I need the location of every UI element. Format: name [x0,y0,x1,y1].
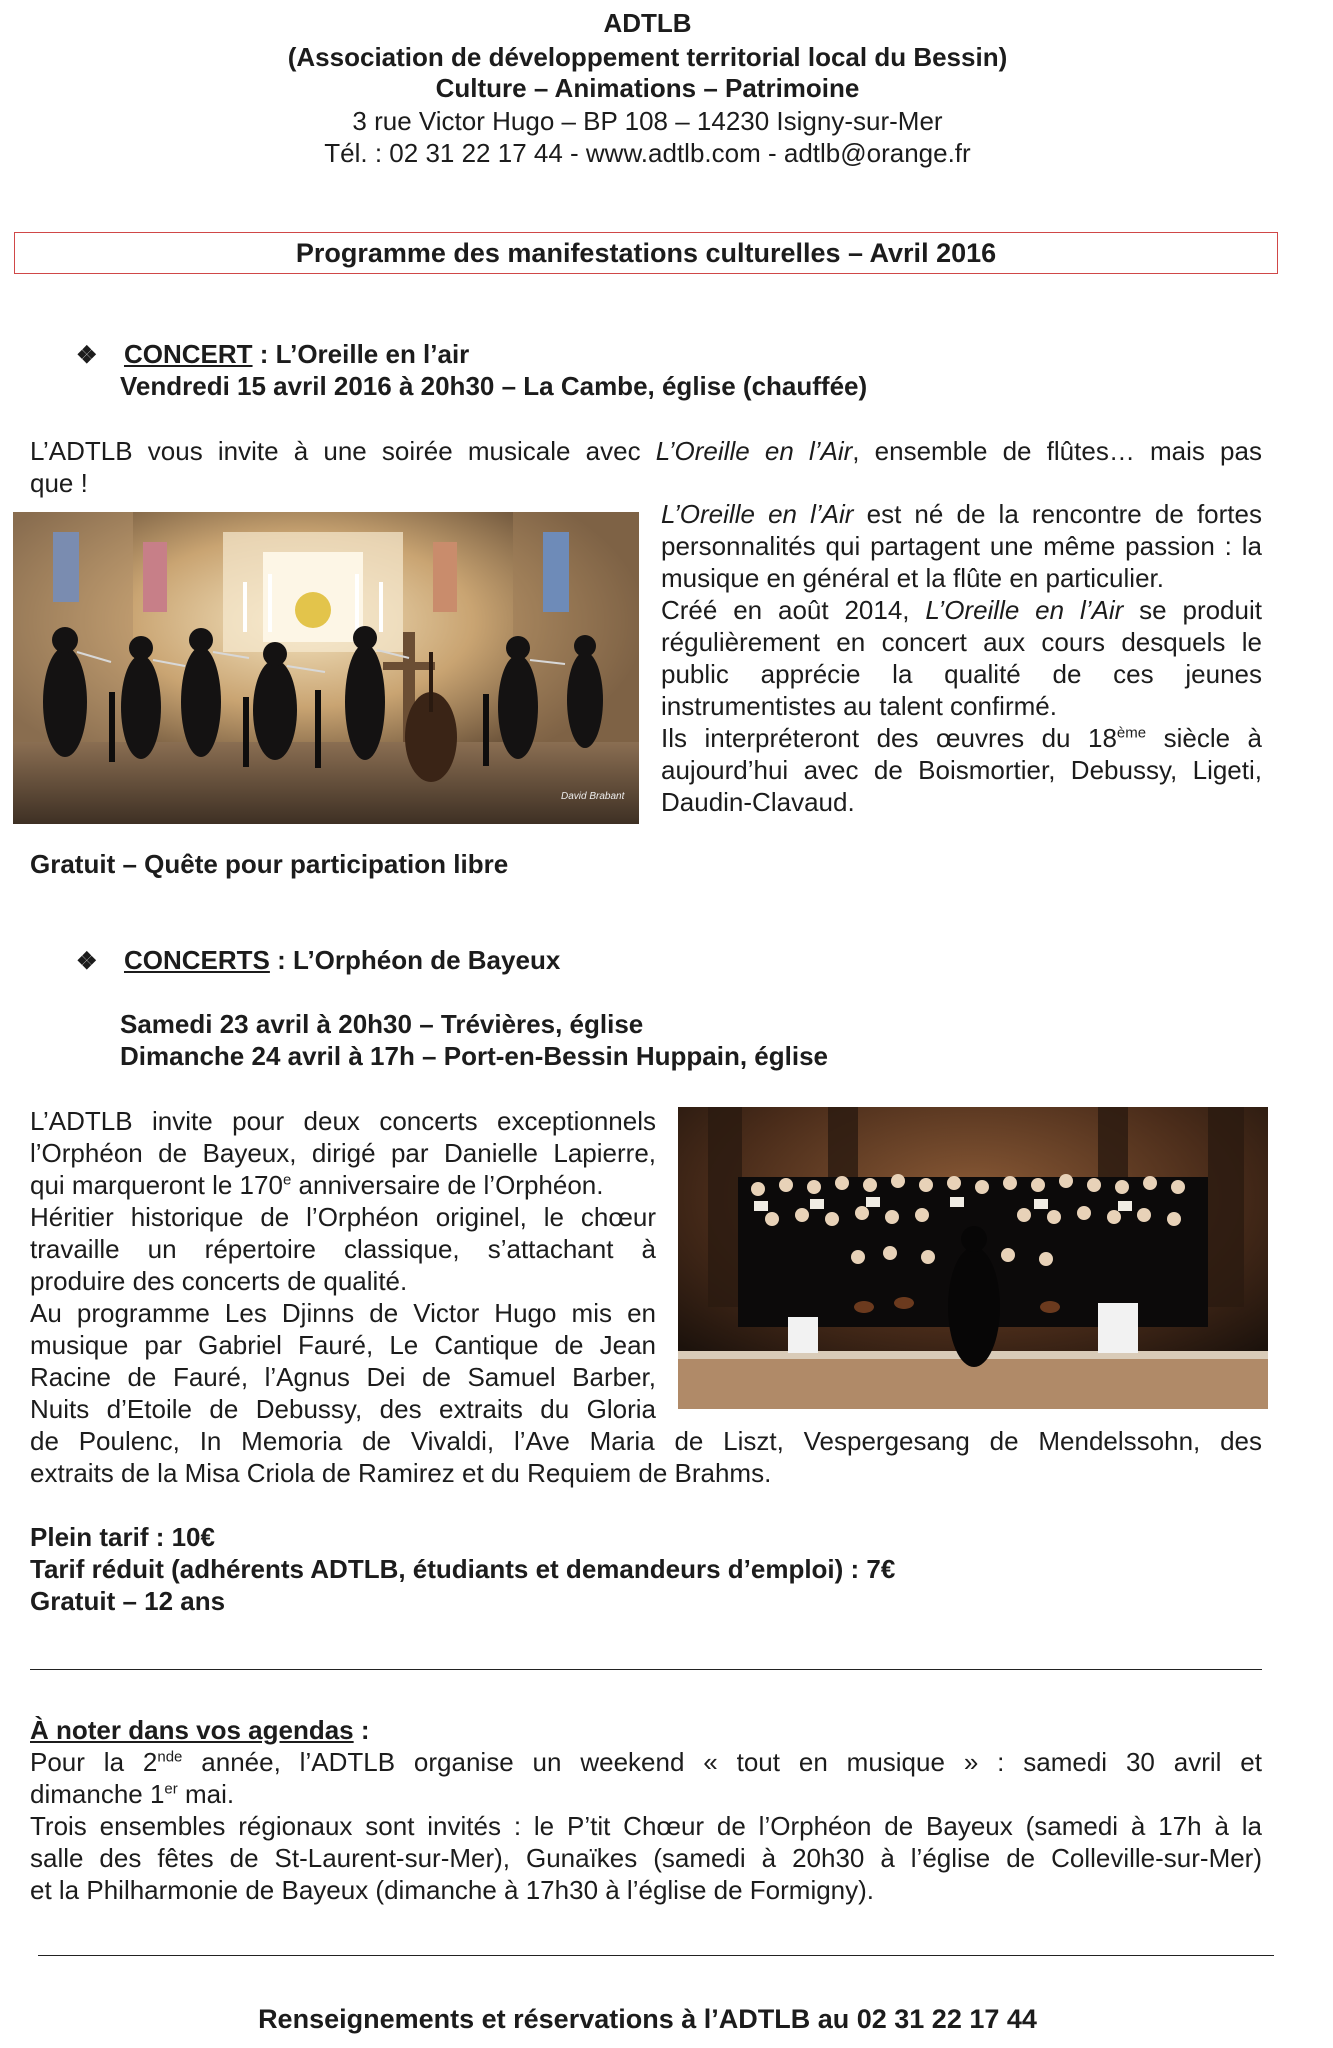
event1-heading [76,338,469,372]
bullet-icon: ❖ [76,342,98,369]
event2-description: L’ADTLB invite pour deux concerts exceptionnels l’Orphéon de Bayeux, dirigé par Danielle Lapierre, qui marqueront le 170e anniversaire de l’Orphéon. Héritier historique de l’Orphéon originel, le chœur travaille un répertoire classique, s’attachant à produire des concerts de qualité. Au programme Les Djinns de Victor Hugo mis en musique par Gabriel Fauré, Le Cantique de Jean Racine de Fauré, l’Agnus Dei de Samuel Barber, Nuits d’Etoile de Debussy, des extraits du Gloria [30,1106,656,1424]
event1-description [661,498,1262,818]
event2-price-free: Gratuit – 12 ans [30,1586,226,1616]
org-contact: Tél. : 02 31 22 17 44 - www.adtlb.com - adtlb@orange.fr [324,138,971,168]
event2-heading [76,944,560,978]
event1-paragraph-2: Créé en août 2014, L’Oreille en l’Air se produit régulièrement en concert aux cours desquels le public apprécie la qualité de ces jeunes instrumentistes au talent confirmé. [661,595,1262,721]
event2-type: CONCERTS [123,945,270,975]
event1-type: CONCERT [123,339,253,369]
event2-description-continued: de Poulenc, In Memoria de Vivaldi, l’Ave Maria de Liszt, Vespergesang de Mendelssohn, des extraits de la Misa Criola de Ramirez et du Requiem de Brahms. [30,1426,1262,1488]
org-fullname: (Association de développement territorial local du Bessin) [287,42,1008,72]
event2-name: : L’Orphéon de Bayeux [269,945,561,975]
agenda-title: À noter dans vos agendas [30,1715,354,1745]
photo-credit: David Brabant [561,791,625,802]
event1-paragraph-1: L’Oreille en l’Air est né de la rencontre de fortes personnalités qui partagent une même passion : la musique en général et la flûte en particulier. [661,499,1262,593]
org-name: ADTLB [603,8,692,38]
choir-concert-photo [678,1107,1268,1409]
program-title-box [14,232,1278,274]
event1-intro: L’ADTLB vous invite à une soirée musicale avec L’Oreille en l’Air, ensemble de flûtes… mais pas que ! [30,436,1262,498]
footer-divider [38,1955,1274,1956]
event2-price-reduced: Tarif réduit (adhérents ADTLB, étudiants et demandeurs d’emploi) : 7€ [30,1554,896,1584]
footer-info: Renseignements et réservations à l’ADTLB au 02 31 22 17 44 [258,2004,1037,2034]
event2-date-2: Dimanche 24 avril à 17h – Port-en-Bessin Huppain, église [120,1041,829,1071]
event1-date: Vendredi 15 avril 2016 à 20h30 – La Cambe, église (chauffée) [120,371,868,401]
agenda-body: Pour la 2nde année, l’ADTLB organise un weekend « tout en musique » : samedi 30 avril et dimanche 1er mai. Trois ensembles régionaux sont invités : le P’tit Chœur de l’Orphéon de Bayeux (samedi à 17h à la salle des fêtes de St-Laurent-sur-Mer), Gunaïkes (samedi à 20h30 à l’église de Colleville-sur-Mer) et la Philharmonie de Bayeux (dimanche à 17h30 à l’église de Formigny). [30,1747,1262,1905]
program-title: Programme des manifestations culturelles – Avril 2016 [295,238,997,268]
event2-date-1: Samedi 23 avril à 20h30 – Trévières, église [120,1009,644,1039]
event1-paragraph-3: Ils interpréteront des œuvres du 18ème siècle à aujourd’hui avec de Boismortier, Debussy, Ligeti, Daudin-Clavaud. [661,723,1262,817]
event2-price-full: Plein tarif : 10€ [30,1522,215,1552]
flute-ensemble-photo [13,512,639,824]
org-address: 3 rue Victor Hugo – BP 108 – 14230 Isigny-sur-Mer [352,106,943,136]
event1-name: : L’Oreille en l’air [252,339,470,369]
org-tagline: Culture – Animations – Patrimoine [435,73,860,103]
bullet-icon: ❖ [76,948,98,975]
event1-price: Gratuit – Quête pour participation libre [30,849,509,879]
section-divider [30,1669,1262,1670]
agenda-heading: À noter dans vos agendas : [30,1715,370,1745]
